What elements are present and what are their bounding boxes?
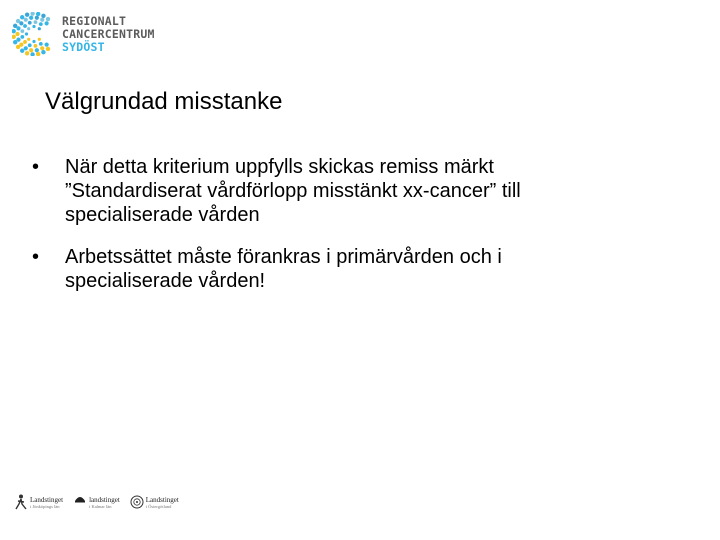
kalmar-crown-icon [73,494,87,510]
logo-dot [20,29,24,33]
partner-sub: i Kalmar län [89,503,112,509]
logo-dot [16,45,20,49]
logo-dot [12,35,16,39]
partner-logo-jonkoping [14,494,63,510]
logo-dot [32,40,35,43]
partner-sub: i Jönköpings län [30,503,60,509]
logo-line-1: REGIONALT [62,14,127,28]
walking-figure-icon [14,494,28,510]
logo-dot [25,32,28,35]
logo-dot [20,49,24,53]
logo-dot [24,18,28,22]
logo-dot [12,29,16,33]
logo-dot [30,52,34,56]
logo-text [62,15,155,54]
rcc-sun-logo-icon [12,12,56,56]
logo-dot [29,16,33,20]
logo-line-2: CANCERCENTRUM [62,27,155,41]
partner-name: Landstinget [30,495,64,504]
logo-dot [39,42,43,46]
logo-dot [40,46,44,50]
logo-dot [40,18,44,22]
logo-dot [46,17,50,21]
partner-logo-kalmar [73,494,120,510]
logo-dot [20,35,24,39]
rcc-logo [12,12,155,56]
logo-dot [38,38,41,41]
logo-dot [34,20,38,24]
logo-dot [23,24,27,28]
logo-dot [45,21,49,25]
logo-dot [32,25,35,28]
logo-dot [25,51,29,55]
logo-dot [23,40,27,44]
partner-name: Landstinget [145,495,179,504]
partner-name: landstinget [89,495,120,504]
logo-dot [24,46,28,50]
slide-title: Välgrundad misstanke [45,88,283,115]
logo-dot [35,16,39,20]
logo-dot [20,15,24,19]
bullet-item [32,155,652,227]
bullet-text: Arbetssättet måste förankras i primärvården och i specialiserade vården! [65,246,502,292]
logo-dot [38,27,41,30]
logo-dot [46,47,50,51]
logo-dot [45,43,49,47]
logo-dot [15,32,19,36]
logo-dot [30,12,34,16]
logo-dot [29,48,33,52]
logo-dot [35,48,39,52]
logo-dot [41,14,45,18]
logo-dot [41,50,45,54]
logo-dot [16,19,20,23]
bullet-dot: • [32,246,40,268]
logo-dot [36,12,40,16]
logo-dot [13,40,17,44]
bullet-dot: • [32,156,40,178]
ostergotland-crest-icon [130,494,144,510]
logo-dot [28,43,32,47]
logo-line-3: SYDÖST [62,40,105,54]
logo-dot [25,12,29,16]
bullet-text: När detta kriterium uppfylls skickas remiss märkt ”Standardiserat vårdförlopp misstänkt xx-cancer” till specialiserade vården [65,156,521,226]
bullet-list [32,155,652,311]
partner-logos [14,494,179,510]
logo-dot [27,38,30,41]
partner-logo-ostergotland [130,494,179,510]
bullet-item [32,245,652,293]
logo-dot [39,22,43,26]
logo-dot [13,24,17,28]
logo-dot [27,27,30,30]
logo-dot [34,44,38,48]
partner-sub: i Östergötland [145,503,172,509]
logo-dot [28,21,32,25]
logo-dot [36,52,40,56]
